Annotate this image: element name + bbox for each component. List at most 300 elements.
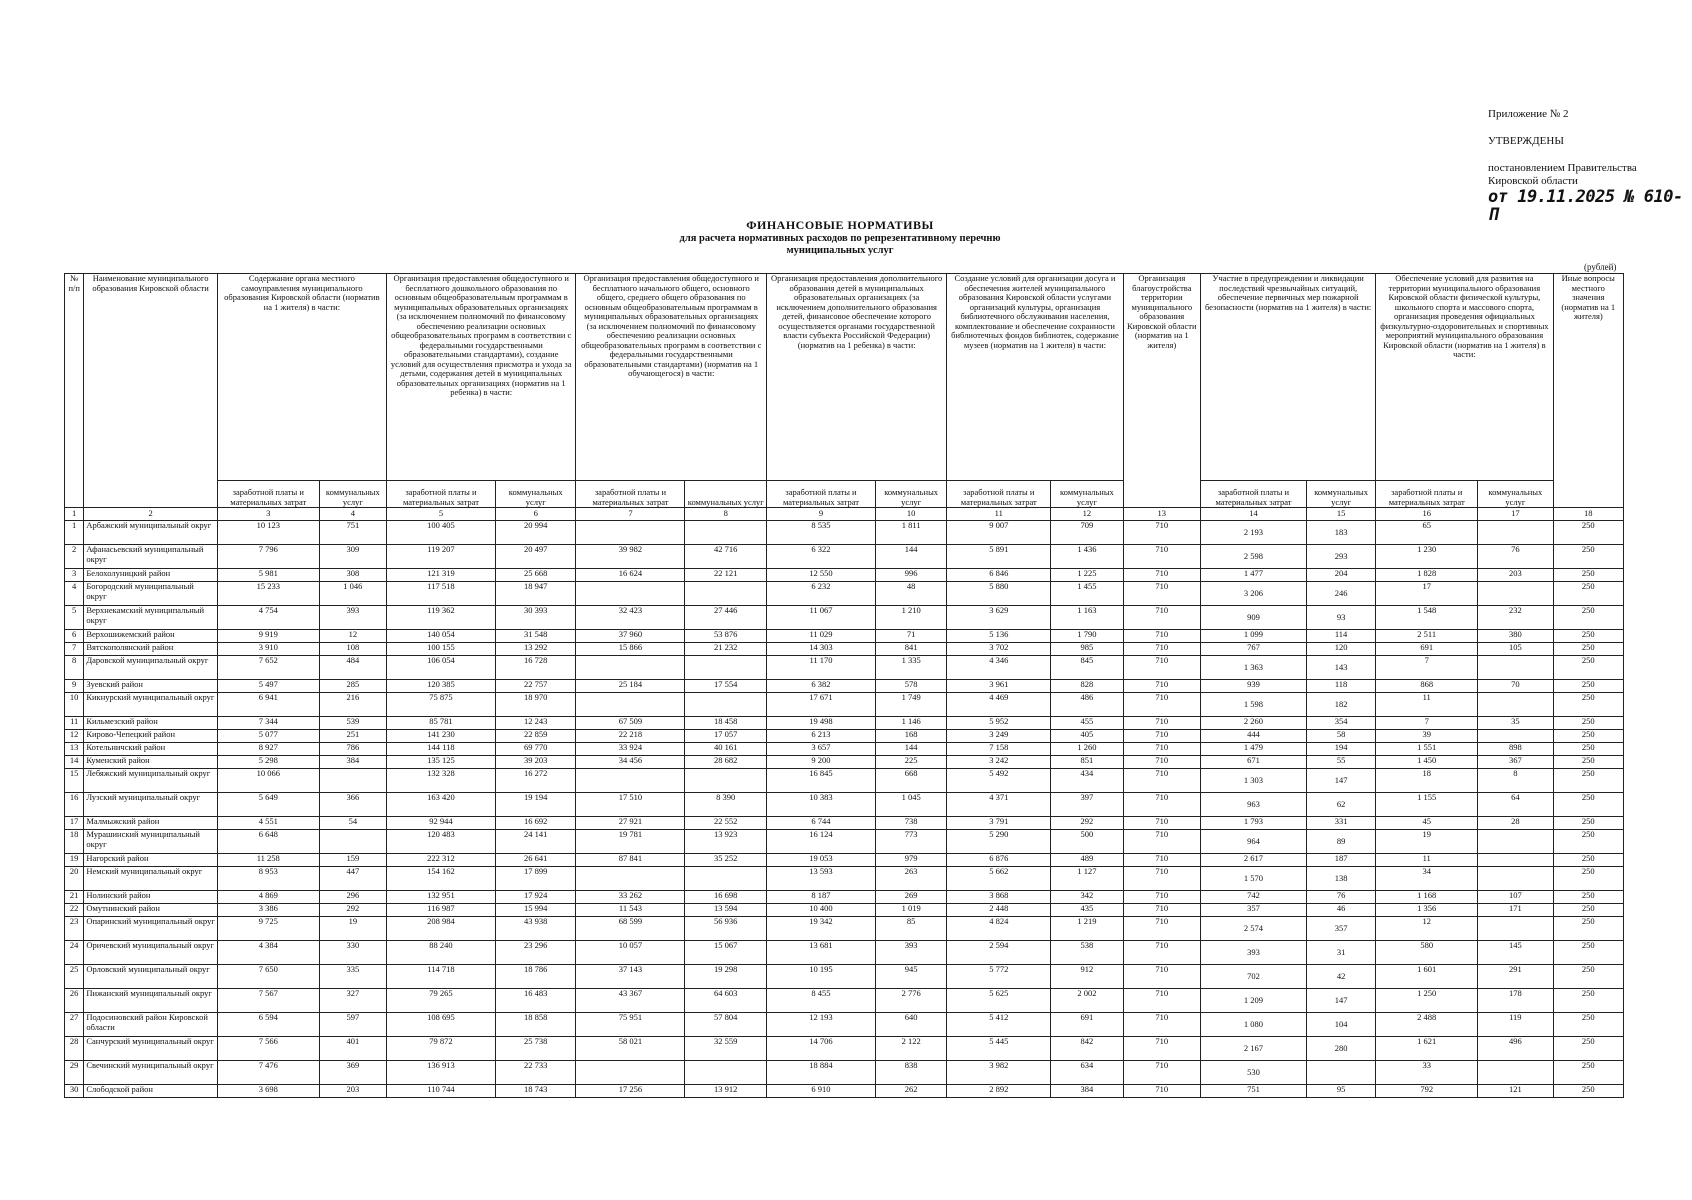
value-cell [685, 582, 767, 606]
value-cell: 16 272 [495, 769, 576, 793]
value-cell: 4 346 [947, 656, 1051, 680]
value-cell: 95 [1306, 1085, 1375, 1098]
value-cell: 24 141 [495, 830, 576, 854]
value-cell: 53 876 [685, 630, 767, 643]
value-cell: 1 548 [1376, 606, 1478, 630]
value-cell: 250 [1553, 630, 1623, 643]
value-cell: 6 744 [766, 817, 875, 830]
value-cell: 18 970 [495, 693, 576, 717]
municipality-name: Кильмезский район [84, 717, 217, 730]
value-cell: 65 [1376, 521, 1478, 545]
value-cell: 838 [876, 1061, 947, 1085]
municipality-name: Афанасьевский муниципальный округ [84, 545, 217, 569]
value-cell: 14 303 [766, 643, 875, 656]
value-cell: 2 260 [1201, 717, 1307, 730]
value-cell: 19 [319, 917, 386, 941]
value-cell: 15 233 [217, 582, 319, 606]
value-cell: 985 [1051, 643, 1123, 656]
norms-table [64, 273, 1624, 1098]
municipality-name: Котельничский район [84, 743, 217, 756]
value-cell: 309 [319, 545, 386, 569]
approved-label: УТВЕРЖДЕНЫ [1488, 135, 1564, 147]
value-cell: 6 382 [766, 680, 875, 693]
row-number: 6 [65, 630, 84, 643]
value-cell: 5 492 [947, 769, 1051, 793]
value-cell: 845 [1051, 656, 1123, 680]
units-label: (рублей) [1584, 262, 1617, 272]
value-cell: 116 987 [386, 904, 495, 917]
value-cell: 367 [1478, 756, 1553, 769]
value-cell: 250 [1553, 917, 1623, 941]
table-row [65, 965, 1624, 989]
value-cell: 19 053 [766, 854, 875, 867]
value-cell: 67 509 [576, 717, 685, 730]
value-cell: 2 002 [1051, 989, 1123, 1013]
value-cell: 250 [1553, 656, 1623, 680]
value-cell: 20 497 [495, 545, 576, 569]
value-cell: 39 203 [495, 756, 576, 769]
value-cell: 144 118 [386, 743, 495, 756]
table-row [65, 867, 1624, 891]
value-cell: 964 [1201, 830, 1307, 854]
value-cell: 5 662 [947, 867, 1051, 891]
municipality-name: Верхнекамский муниципальный округ [84, 606, 217, 630]
table-row [65, 769, 1624, 793]
value-cell: 767 [1201, 643, 1307, 656]
value-cell: 250 [1553, 867, 1623, 891]
row-number: 30 [65, 1085, 84, 1098]
value-cell: 64 [1478, 793, 1553, 817]
value-cell: 10 383 [766, 793, 875, 817]
value-cell: 710 [1123, 769, 1200, 793]
value-cell: 58 021 [576, 1037, 685, 1061]
value-cell: 19 [1376, 830, 1478, 854]
column-number: 7 [576, 508, 685, 521]
value-cell: 357 [1201, 904, 1307, 917]
value-cell: 9 919 [217, 630, 319, 643]
value-cell: 22 552 [685, 817, 767, 830]
column-number: 2 [84, 508, 217, 521]
value-cell: 1 356 [1376, 904, 1478, 917]
value-cell: 6 846 [947, 569, 1051, 582]
value-cell: 710 [1123, 891, 1200, 904]
value-cell: 68 599 [576, 917, 685, 941]
table-row [65, 917, 1624, 941]
value-cell: 54 [319, 817, 386, 830]
value-cell: 5 649 [217, 793, 319, 817]
municipality-name: Зуевский район [84, 680, 217, 693]
column-number: 15 [1306, 508, 1375, 521]
value-cell: 530 [1201, 1061, 1307, 1085]
row-number: 20 [65, 867, 84, 891]
value-cell: 13 681 [766, 941, 875, 965]
value-cell: 710 [1123, 643, 1200, 656]
value-cell: 710 [1123, 989, 1200, 1013]
value-cell: 16 845 [766, 769, 875, 793]
value-cell: 12 [319, 630, 386, 643]
value-cell: 710 [1123, 854, 1200, 867]
value-cell: 250 [1553, 904, 1623, 917]
value-cell: 12 550 [766, 569, 875, 582]
value-cell: 1 303 [1201, 769, 1307, 793]
value-cell: 3 206 [1201, 582, 1307, 606]
value-cell: 250 [1553, 545, 1623, 569]
value-cell: 16 124 [766, 830, 875, 854]
municipality-name: Кирово-Чепецкий район [84, 730, 217, 743]
value-cell [576, 867, 685, 891]
municipality-name: Мурашинский муниципальный округ [84, 830, 217, 854]
value-cell: 10 057 [576, 941, 685, 965]
row-number: 14 [65, 756, 84, 769]
value-cell: 2 167 [1201, 1037, 1307, 1061]
value-cell: 1 250 [1376, 989, 1478, 1013]
value-cell: 76 [1306, 891, 1375, 904]
table-row [65, 730, 1624, 743]
value-cell: 4 371 [947, 793, 1051, 817]
value-cell: 979 [876, 854, 947, 867]
value-cell: 33 262 [576, 891, 685, 904]
value-cell: 222 312 [386, 854, 495, 867]
value-cell: 7 566 [217, 1037, 319, 1061]
value-cell: 6 213 [766, 730, 875, 743]
table-row [65, 680, 1624, 693]
value-cell: 296 [319, 891, 386, 904]
value-cell: 71 [876, 630, 947, 643]
value-cell: 250 [1553, 730, 1623, 743]
header-group-emergency: Участие в предупреждении и ликвидации последствий чрезвычайных ситуаций, обеспечение первичных мер пожарной безопасности (норматив на 1 жителя) в части: [1201, 274, 1376, 481]
value-cell: 135 125 [386, 756, 495, 769]
row-number: 15 [65, 769, 84, 793]
value-cell: 868 [1376, 680, 1478, 693]
value-cell: 76 [1478, 545, 1553, 569]
value-cell: 39 [1376, 730, 1478, 743]
value-cell [685, 693, 767, 717]
column-number: 6 [495, 508, 576, 521]
value-cell [685, 867, 767, 891]
value-cell: 250 [1553, 717, 1623, 730]
value-cell: 40 161 [685, 743, 767, 756]
title-sub-1: для расчета нормативных расходов по репрезентативному перечню [679, 233, 1001, 244]
value-cell: 1 155 [1376, 793, 1478, 817]
value-cell: 1 210 [876, 606, 947, 630]
value-cell: 250 [1553, 817, 1623, 830]
value-cell: 232 [1478, 606, 1553, 630]
value-cell: 6 322 [766, 545, 875, 569]
value-cell: 7 796 [217, 545, 319, 569]
value-cell: 187 [1306, 854, 1375, 867]
value-cell: 250 [1553, 606, 1623, 630]
value-cell: 250 [1553, 693, 1623, 717]
subheader-utilities: коммунальных услуг [685, 481, 767, 508]
row-number: 12 [65, 730, 84, 743]
value-cell: 58 [1306, 730, 1375, 743]
value-cell [685, 656, 767, 680]
value-cell: 250 [1553, 1037, 1623, 1061]
value-cell: 33 924 [576, 743, 685, 756]
value-cell: 18 [1376, 769, 1478, 793]
value-cell [576, 693, 685, 717]
value-cell: 455 [1051, 717, 1123, 730]
value-cell: 500 [1051, 830, 1123, 854]
value-cell: 18 947 [495, 582, 576, 606]
value-cell: 203 [1478, 569, 1553, 582]
value-cell: 75 875 [386, 693, 495, 717]
row-number: 7 [65, 643, 84, 656]
value-cell: 1 019 [876, 904, 947, 917]
value-cell: 357 [1306, 917, 1375, 941]
value-cell: 5 412 [947, 1013, 1051, 1037]
value-cell: 2 488 [1376, 1013, 1478, 1037]
value-cell: 996 [876, 569, 947, 582]
value-cell: 250 [1553, 521, 1623, 545]
header-group-additional-education: Организация предоставления дополнительного образования детей в муниципальных образовательных организациях (за исключением дополнительного образования детей, финансовое обеспечение которого осуществляется органами государственной власти субъекта Российской Федерации) (норматив на 1 ребенка) в части: [766, 274, 946, 481]
value-cell: 37 960 [576, 630, 685, 643]
municipality-name: Даровской муниципальный округ [84, 656, 217, 680]
value-cell: 1 621 [1376, 1037, 1478, 1061]
value-cell: 5 891 [947, 545, 1051, 569]
value-cell: 393 [1201, 941, 1307, 965]
municipality-name: Орловский муниципальный округ [84, 965, 217, 989]
value-cell: 710 [1123, 793, 1200, 817]
value-cell: 19 498 [766, 717, 875, 730]
value-cell: 3 629 [947, 606, 1051, 630]
subheader-utilities: коммунальных услуг [1051, 481, 1123, 508]
value-cell [576, 582, 685, 606]
approved-region: Кировской области [1488, 175, 1578, 187]
value-cell: 250 [1553, 941, 1623, 965]
value-cell: 7 567 [217, 989, 319, 1013]
value-cell: 119 362 [386, 606, 495, 630]
value-cell: 710 [1123, 680, 1200, 693]
row-number: 26 [65, 989, 84, 1013]
value-cell: 1 080 [1201, 1013, 1307, 1037]
municipality-name: Кикнурский муниципальный округ [84, 693, 217, 717]
value-cell: 6 910 [766, 1085, 875, 1098]
subheader-utilities: коммунальных услуг [1306, 481, 1375, 508]
value-cell: 380 [1478, 630, 1553, 643]
value-cell: 3 657 [766, 743, 875, 756]
value-cell: 17 057 [685, 730, 767, 743]
value-cell: 2 892 [947, 1085, 1051, 1098]
subheader-wage: заработной платы и материальных затрат [576, 481, 685, 508]
value-cell: 23 296 [495, 941, 576, 965]
value-cell: 85 781 [386, 717, 495, 730]
title-sub-2: муниципальных услуг [786, 245, 894, 256]
value-cell: 25 738 [495, 1037, 576, 1061]
row-number: 22 [65, 904, 84, 917]
column-number: 16 [1376, 508, 1478, 521]
value-cell: 2 594 [947, 941, 1051, 965]
value-cell: 107 [1478, 891, 1553, 904]
municipality-name: Опаринский муниципальный округ [84, 917, 217, 941]
value-cell: 5 880 [947, 582, 1051, 606]
value-cell: 132 951 [386, 891, 495, 904]
value-cell: 34 456 [576, 756, 685, 769]
municipality-name: Лебяжский муниципальный округ [84, 769, 217, 793]
value-cell: 5 952 [947, 717, 1051, 730]
column-number: 11 [947, 508, 1051, 521]
value-cell: 17 924 [495, 891, 576, 904]
value-cell [685, 1061, 767, 1085]
value-cell: 912 [1051, 965, 1123, 989]
value-cell: 12 193 [766, 1013, 875, 1037]
value-cell: 1 230 [1376, 545, 1478, 569]
value-cell: 89 [1306, 830, 1375, 854]
value-cell: 35 252 [685, 854, 767, 867]
value-cell: 31 548 [495, 630, 576, 643]
value-cell: 710 [1123, 717, 1200, 730]
subheader-wage: заработной платы и материальных затрат [386, 481, 495, 508]
value-cell: 120 [1306, 643, 1375, 656]
value-cell: 710 [1123, 867, 1200, 891]
value-cell: 691 [1376, 643, 1478, 656]
value-cell: 710 [1123, 1013, 1200, 1037]
value-cell: 27 446 [685, 606, 767, 630]
value-cell: 292 [319, 904, 386, 917]
value-cell: 6 876 [947, 854, 1051, 867]
row-number: 27 [65, 1013, 84, 1037]
value-cell: 33 [1376, 1061, 1478, 1085]
header-group-sport: Обеспечение условий для развития на территории муниципального образования Кировской области физической культуры, школьного спорта и массового спорта, организация проведения официальных физкультурно-оздоровительных и спортивных мероприятий муниципального образования Кировской области (норматив на 1 жителя) в части: [1376, 274, 1553, 481]
value-cell: 104 [1306, 1013, 1375, 1037]
value-cell: 13 292 [495, 643, 576, 656]
column-number: 14 [1201, 508, 1307, 521]
value-cell: 159 [319, 854, 386, 867]
value-cell: 828 [1051, 680, 1123, 693]
table-row [65, 891, 1624, 904]
value-cell: 208 984 [386, 917, 495, 941]
value-cell: 710 [1123, 756, 1200, 769]
value-cell [319, 830, 386, 854]
value-cell: 132 328 [386, 769, 495, 793]
value-cell: 710 [1123, 630, 1200, 643]
value-cell: 671 [1201, 756, 1307, 769]
value-cell: 19 781 [576, 830, 685, 854]
row-number: 5 [65, 606, 84, 630]
value-cell: 117 518 [386, 582, 495, 606]
value-cell: 178 [1478, 989, 1553, 1013]
value-cell: 16 728 [495, 656, 576, 680]
value-cell: 1 450 [1376, 756, 1478, 769]
value-cell: 710 [1123, 830, 1200, 854]
value-cell: 119 [1478, 1013, 1553, 1037]
table-body [65, 521, 1624, 1098]
value-cell: 710 [1123, 730, 1200, 743]
value-cell: 486 [1051, 693, 1123, 717]
value-cell [685, 769, 767, 793]
value-cell: 2 193 [1201, 521, 1307, 545]
value-cell: 1 335 [876, 656, 947, 680]
table-row [65, 989, 1624, 1013]
value-cell: 291 [1478, 965, 1553, 989]
row-number: 23 [65, 917, 84, 941]
value-cell: 100 405 [386, 521, 495, 545]
value-cell: 16 698 [685, 891, 767, 904]
value-cell: 27 921 [576, 817, 685, 830]
value-cell: 327 [319, 989, 386, 1013]
value-cell: 4 824 [947, 917, 1051, 941]
value-cell: 140 054 [386, 630, 495, 643]
value-cell: 56 936 [685, 917, 767, 941]
municipality-name: Куменский район [84, 756, 217, 769]
value-cell: 32 423 [576, 606, 685, 630]
municipality-name: Слободской район [84, 1085, 217, 1098]
value-cell: 194 [1306, 743, 1375, 756]
value-cell: 1 811 [876, 521, 947, 545]
value-cell: 710 [1123, 656, 1200, 680]
value-cell: 100 155 [386, 643, 495, 656]
value-cell: 18 884 [766, 1061, 875, 1085]
value-cell: 5 625 [947, 989, 1051, 1013]
value-cell: 342 [1051, 891, 1123, 904]
value-cell: 6 941 [217, 693, 319, 717]
value-cell: 11 543 [576, 904, 685, 917]
value-cell: 792 [1376, 1085, 1478, 1098]
value-cell: 280 [1306, 1037, 1375, 1061]
value-cell: 8 455 [766, 989, 875, 1013]
value-cell: 308 [319, 569, 386, 582]
table-row [65, 656, 1624, 680]
value-cell: 742 [1201, 891, 1307, 904]
value-cell: 144 [876, 743, 947, 756]
value-cell: 144 [876, 545, 947, 569]
value-cell: 87 841 [576, 854, 685, 867]
value-cell: 1 749 [876, 693, 947, 717]
value-cell: 8 535 [766, 521, 875, 545]
value-cell [319, 769, 386, 793]
value-cell [1478, 521, 1553, 545]
table-row [65, 693, 1624, 717]
value-cell: 250 [1553, 1085, 1623, 1098]
appendix-number: Приложение № 2 [1488, 108, 1569, 120]
table-row [65, 1037, 1624, 1061]
value-cell: 4 869 [217, 891, 319, 904]
header-other-issues: Иные вопросы местного значения (норматив на 1 жителя) [1553, 274, 1623, 508]
value-cell: 251 [319, 730, 386, 743]
value-cell [1478, 854, 1553, 867]
value-cell: 138 [1306, 867, 1375, 891]
value-cell: 5 136 [947, 630, 1051, 643]
row-number: 21 [65, 891, 84, 904]
value-cell: 119 207 [386, 545, 495, 569]
header-municipality: Наименование муниципального образования Кировской области [84, 274, 217, 508]
municipality-name: Оричевский муниципальный округ [84, 941, 217, 965]
value-cell: 384 [319, 756, 386, 769]
municipality-name: Свечинский муниципальный округ [84, 1061, 217, 1085]
value-cell: 5 772 [947, 965, 1051, 989]
value-cell: 250 [1553, 965, 1623, 989]
value-cell: 183 [1306, 521, 1375, 545]
value-cell: 136 913 [386, 1061, 495, 1085]
row-number: 4 [65, 582, 84, 606]
value-cell: 11 170 [766, 656, 875, 680]
value-cell: 7 344 [217, 717, 319, 730]
value-cell: 17 [1376, 582, 1478, 606]
value-cell: 335 [319, 965, 386, 989]
municipality-name: Вятскополянский район [84, 643, 217, 656]
value-cell: 5 298 [217, 756, 319, 769]
value-cell: 246 [1306, 582, 1375, 606]
value-cell: 841 [876, 643, 947, 656]
value-cell: 4 754 [217, 606, 319, 630]
value-cell: 4 384 [217, 941, 319, 965]
value-cell [1478, 730, 1553, 743]
value-cell: 738 [876, 817, 947, 830]
value-cell: 171 [1478, 904, 1553, 917]
value-cell: 5 981 [217, 569, 319, 582]
municipality-name: Верхошижемский район [84, 630, 217, 643]
value-cell: 3 791 [947, 817, 1051, 830]
